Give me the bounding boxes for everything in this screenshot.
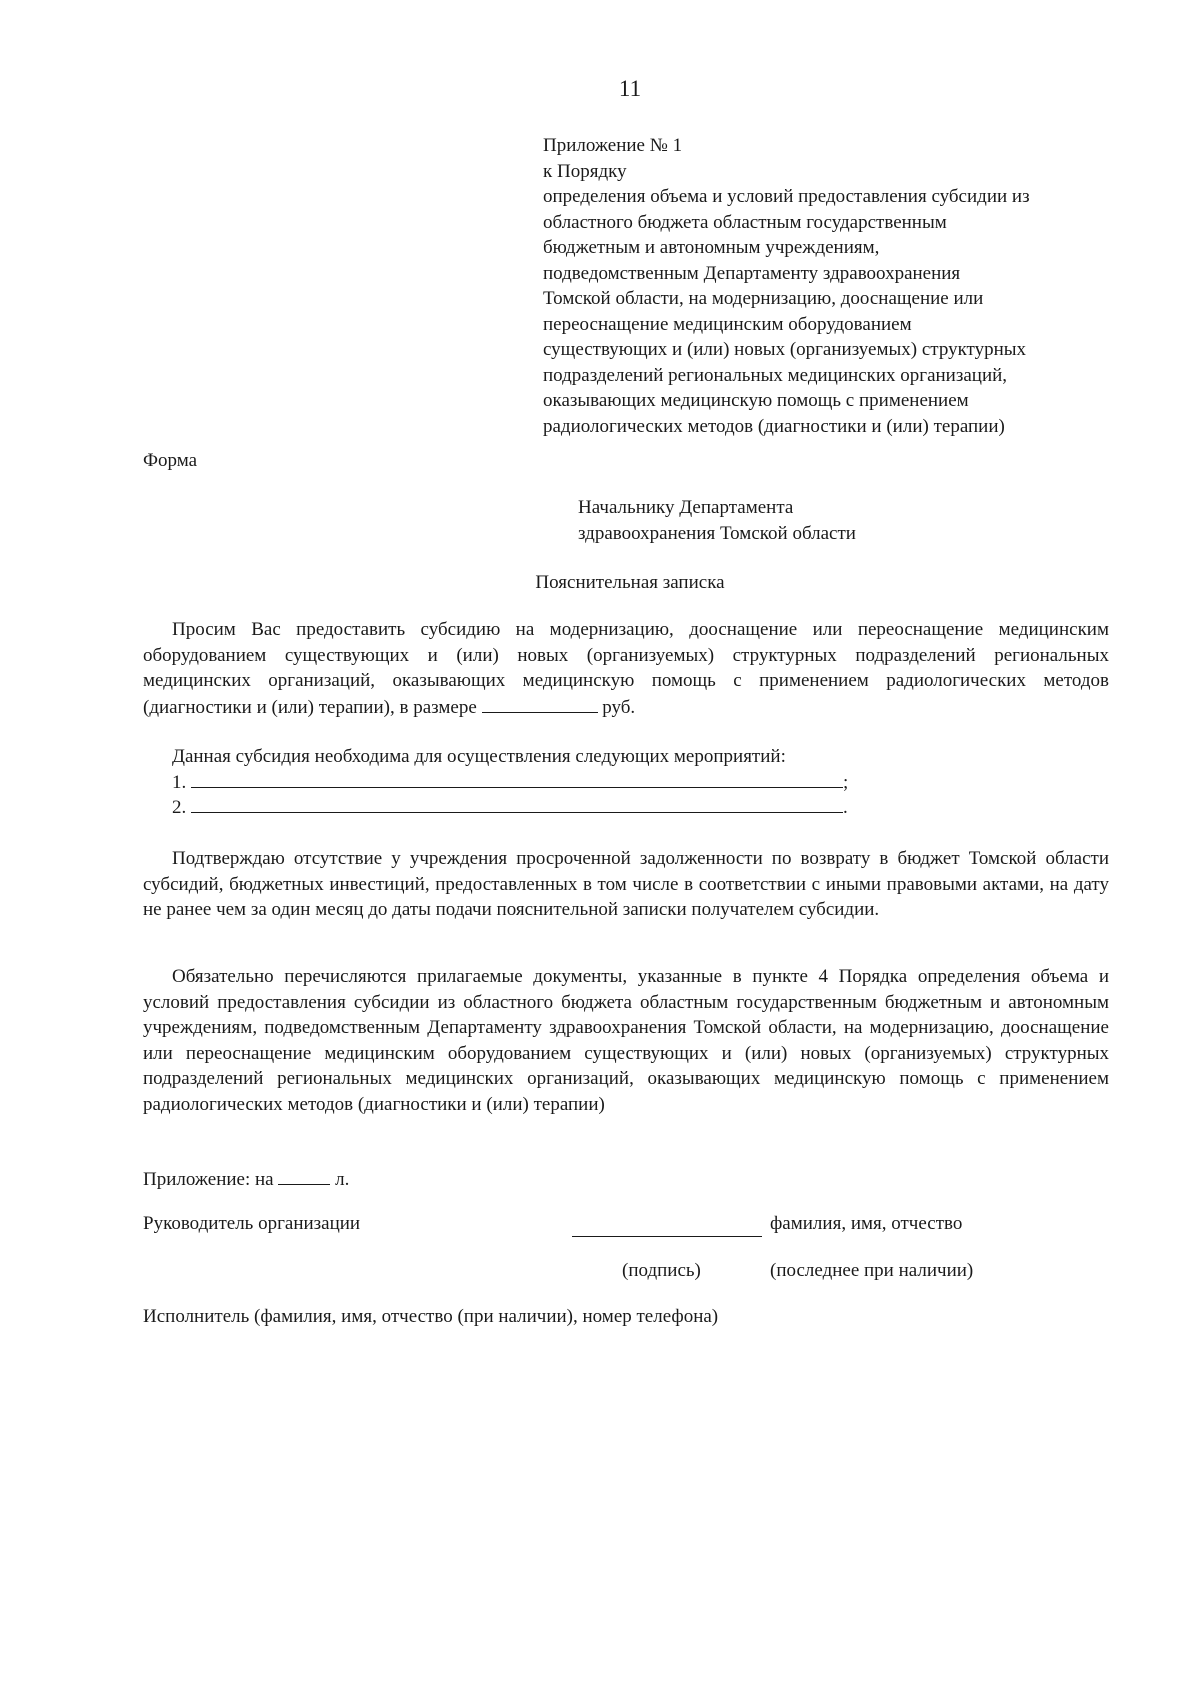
- request-unit: руб.: [602, 696, 636, 718]
- item-end: .: [843, 797, 848, 818]
- appendix-line: переоснащение медицинским оборудованием: [543, 313, 912, 335]
- attachment-line: [143, 1166, 349, 1193]
- documents-paragraph: Обязательно перечисляются прилагаемые документы, указанные в пункте 4 Порядка определения объема и условий предоставления субсидии из областного бюджета областным государственным бюджетным и автономным учреждениям, подведомственным Департаменту здравоохранения Томской области, на модернизацию, дооснащение или переоснащение медицинским оборудованием существующих и (или) новых (организуемых) структурных подразделений региональных медицинских организаций, оказывающих медицинскую помощь с применением радиологических методов (диагностики и (или) терапии): [143, 966, 1109, 1115]
- item-number: 1.: [172, 772, 187, 793]
- head-label: Руководитель организации: [143, 1213, 361, 1234]
- addressee-line: здравоохранения Томской области: [578, 522, 856, 544]
- appendix-line: Приложение № 1: [543, 135, 683, 156]
- measure-item-1: [172, 769, 848, 796]
- confirmation-paragraph: Подтверждаю отсутствие у учреждения просроченной задолженности по возврату в бюджет Томской области субсидий, бюджетных инвестиций, предоставленных в том числе в соответствии с иными правовыми актами, на дату не ранее чем за один месяц до даты подачи пояснительной записки получателем субсидии.: [143, 848, 1109, 920]
- measures-intro: Данная субсидия необходима для осуществления следующих мероприятий:: [172, 746, 786, 767]
- addressee: [578, 495, 856, 546]
- appendix-line: существующих и (или) новых (организуемых) структурных: [543, 339, 1027, 360]
- item-end: ;: [843, 772, 849, 793]
- appendix-line: к Порядку: [543, 160, 627, 182]
- measure-item-2: [172, 794, 848, 821]
- addressee-line: Начальнику Департамента: [578, 497, 794, 518]
- signature-caption: (подпись): [622, 1260, 701, 1281]
- measure-blank-1[interactable]: [191, 769, 843, 788]
- item-number: 2.: [172, 797, 187, 818]
- name-caption: (последнее при наличии): [770, 1260, 974, 1281]
- executor-line: Исполнитель (фамилия, имя, отчество (при наличии), номер телефона): [143, 1306, 719, 1327]
- appendix-line: определения объема и условий предоставления субсидии из: [543, 186, 1030, 207]
- request-text: Просим Вас предоставить субсидию на модернизацию, дооснащение или переоснащение медицинским оборудованием существующих и (или) новых (организуемых) структурных подразделений региональных медицинских организаций, оказывающих медицинскую помощь с применением радиологических методов (диагностики и (или) терапии), в размере: [143, 619, 1109, 718]
- measure-blank-2[interactable]: [191, 794, 843, 813]
- document-title: Пояснительная записка: [535, 572, 725, 593]
- attachment-suffix: л.: [335, 1169, 350, 1190]
- appendix-line: оказывающих медицинскую помощь с применением: [543, 390, 969, 411]
- appendix-line: бюджетным и автономным учреждениям,: [543, 237, 880, 258]
- attachment-prefix: Приложение: на: [143, 1169, 274, 1190]
- name-label: фамилия, имя, отчество: [770, 1213, 963, 1234]
- appendix-line: радиологических методов (диагностики и (или) терапии): [543, 415, 1005, 437]
- signature-line[interactable]: [572, 1236, 762, 1237]
- request-paragraph: [143, 617, 1109, 720]
- page-number: 11: [618, 76, 642, 101]
- appendix-line: подведомственным Департаменту здравоохранения: [543, 262, 961, 284]
- attachment-pages-blank[interactable]: [278, 1166, 330, 1185]
- appendix-line: областного бюджета областным государственным: [543, 211, 947, 233]
- appendix-line: подразделений региональных медицинских организаций,: [543, 364, 1008, 386]
- amount-blank[interactable]: [482, 694, 598, 713]
- appendix-header: [543, 133, 1123, 439]
- appendix-line: Томской области, на модернизацию, дооснащение или: [543, 288, 984, 309]
- form-label: Форма: [143, 450, 198, 471]
